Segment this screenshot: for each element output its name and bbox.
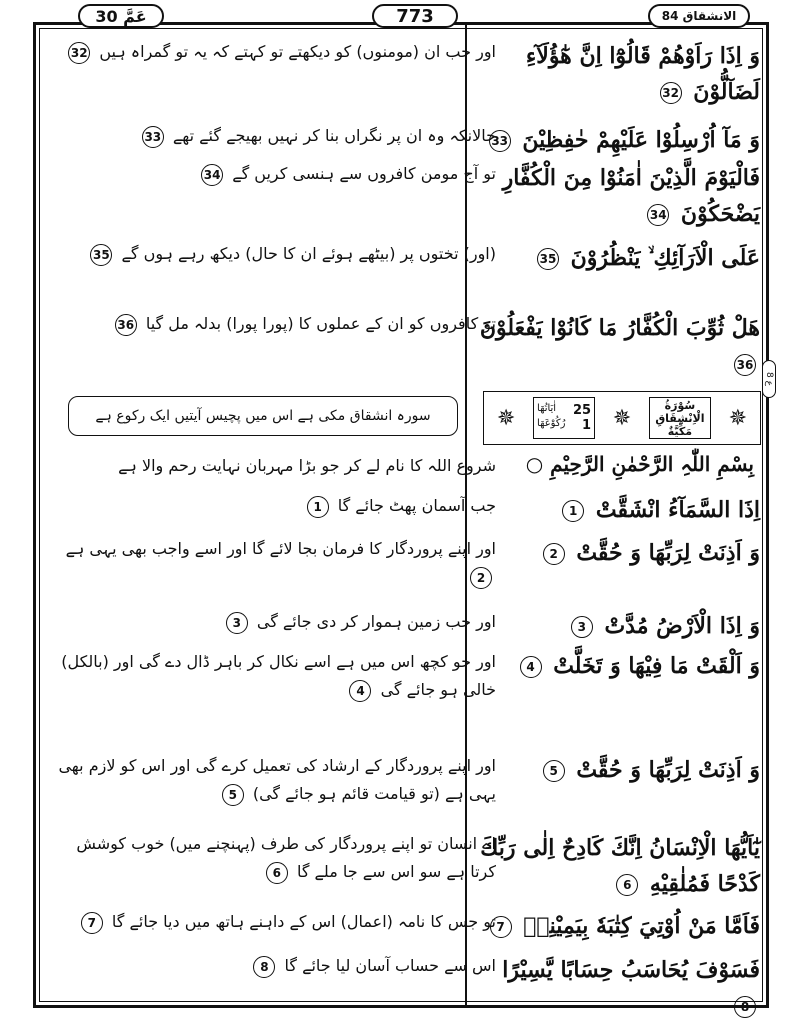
verse-number-icon: 4 [349, 680, 371, 702]
arabic-verse: وَ اَذِنَتْ لِرَبِّهَا وَ حُقَّتْ 2 [474, 535, 766, 571]
surah-label: الانشقاق 84 [648, 4, 750, 28]
verse-number-icon: 7 [490, 916, 512, 938]
verse-number-icon: 8 [734, 996, 756, 1018]
basmala-translation: شروع اللہ کا نام لے کر جو بڑا مہربان نہایت رحم والا ہے [118, 456, 496, 475]
verse-number-icon: 3 [571, 616, 593, 638]
urdu-translation: (اور) تختوں پر (بیٹھے ہوئے ان کا حال) دیکھ رہے ہوں گے 35 [46, 240, 496, 268]
urdu-translation: جب آسمان پھٹ جائے گا 1 [46, 492, 496, 520]
urdu-translation: تو آج مومن کافروں سے ہنسی کریں گے 34 [46, 160, 496, 188]
arabic-verse: هَلْ ثُوِّبَ الْكُفَّارُ مَا كَانُوْا يَفْعَلُوْنَ 36 [474, 310, 766, 382]
arabic-verse: وَ اَلْقَتْ مَا فِيْهَا وَ تَخَلَّتْ 4 [474, 648, 766, 684]
verse-number-icon: 4 [520, 656, 542, 678]
arabic-verse: يٰٓاَيُّهَا الْاِنْسَانُ اِنَّكَ كَادِحٌ اِلٰى رَبِّكَ كَدْحًا فَمُلٰقِيْهِ 6 [480, 835, 760, 897]
urdu-translation: اس سے حساب آسان لیا جائے گا 8 [46, 952, 496, 980]
ornament-star-icon: ✵ [496, 405, 516, 431]
arabic-verse: اِذَا السَّمَآءُ انْشَقَّتْ 1 [474, 492, 766, 528]
urdu-translation: اور جب زمین ہموار کر دی جائے گی 3 [46, 608, 496, 636]
urdu-translation: اور جب ان (مومنوں) کو دیکھتے تو کہتے کہ یہ تو گمراہ ہیں 32 [46, 38, 496, 66]
urdu-translation: اور جو کچھ اس میں ہے اسے نکال کر باہر ڈال دے گی اور (بالکل) خالی ہو جائے گی 4 [46, 648, 496, 704]
verse-number-icon: 6 [266, 862, 288, 884]
verse-number-icon: 6 [616, 874, 638, 896]
verse-number-icon: 5 [222, 784, 244, 806]
arabic-verse: فَاَمَّا مَنْ اُوْتِيَ كِتٰبَهٗ بِيَمِيْنِهٖ 7 [474, 908, 766, 944]
urdu-translation: تو کافروں کو ان کے عملوں کا (پورا پورا) بدلہ مل گیا 36 [46, 310, 496, 338]
urdu-translation: اے انسان تو اپنے پروردگار کی طرف (پہنچنے میں) خوب کوشش کرتا ہے سو اس سے جا ملے گا 6 [46, 830, 496, 886]
surah-info-box: اٰيَاتُهَا 25 رُكُوْعَهَا 1 [533, 397, 595, 439]
urdu-translation: اور اپنے پروردگار کا فرمان بجا لائے گا اور اسے واجب بھی یہی ہے 2 [46, 535, 496, 591]
verse-number-icon: 35 [90, 244, 112, 266]
surah-description: سورہ انشقاق مکی ہے اس میں پچیس آیتیں ایک رکوع ہے [68, 396, 458, 436]
arabic-verse: فَسَوْفَ يُحَاسَبُ حِسَابًا يَّسِيْرًا 8 [474, 952, 766, 1024]
arabic-verse: عَلَى الْاَرَآئِكِ ۙ يَنْظُرُوْنَ 35 [474, 240, 766, 276]
ornament-star-icon: ✵ [728, 405, 748, 431]
arabic-verse: وَ اِذَا رَاَوْهُمْ قَالُوْٓا اِنَّ هٰٓؤُلَآءِ لَضَآلُّوْنَ 32 [525, 43, 760, 105]
ayat-count: 25 [572, 403, 592, 418]
arabic-verse: فَالْيَوْمَ الَّذِيْنَ اٰمَنُوْا مِنَ الْكُفَّارِ يَضْحَكُوْنَ 34 [502, 165, 760, 227]
verse-number-icon: 2 [543, 543, 565, 565]
verse-number-icon: 7 [81, 912, 103, 934]
verse-number-icon: 34 [647, 204, 669, 226]
verse-number-icon: 36 [734, 354, 756, 376]
verse-number-icon: 32 [660, 82, 682, 104]
verse-number-icon: 5 [543, 760, 565, 782]
arabic-verse: وَ اَذِنَتْ لِرَبِّهَا وَ حُقَّتْ 5 [474, 752, 766, 788]
verse-number-icon: 1 [307, 496, 329, 518]
verse-number-icon: 32 [68, 42, 90, 64]
surah-header [483, 391, 761, 445]
urdu-translation: حالانکہ وہ ان پر نگراں بنا کر نہیں بھیجے گئے تھے 33 [46, 122, 496, 150]
verse-number-icon: 1 [562, 500, 584, 522]
verse-number-icon: 36 [115, 314, 137, 336]
verse-number-icon: 8 [253, 956, 275, 978]
arabic-verse: وَ اِذَا الْاَرْضُ مُدَّتْ 3 [474, 608, 766, 644]
verse-number-icon: 35 [537, 248, 559, 270]
verse-number-icon: 33 [142, 126, 164, 148]
verse-number-icon: 34 [201, 164, 223, 186]
page-number: 773 [372, 4, 458, 28]
ruku-marker: ع 8 [762, 360, 776, 398]
ruku-count: 1 [581, 418, 592, 433]
ornament-star-icon: ✵ [612, 405, 632, 431]
juz-label: عَمَّ 30 [78, 4, 164, 28]
surah-name: سُوْرَةُ الْاِنْشِقَاقِ مَكِّيَّةٌ [649, 397, 711, 439]
urdu-translation: اور اپنے پروردگار کے ارشاد کی تعمیل کرے گی اور اس کو لازم بھی یہی ہے (تو قیامت قائم ہو جائے گی) 5 [46, 752, 496, 808]
verse-number-icon: 3 [226, 612, 248, 634]
arabic-verse: وَ مَآ اُرْسِلُوْا عَلَيْهِمْ حٰفِظِيْنَ 33 [474, 122, 766, 158]
verse-number-icon: 33 [489, 130, 511, 152]
verse-number-icon: 2 [470, 567, 492, 589]
urdu-translation: تو جس کا نامہ (اعمال) اس کے داہنے ہاتھ میں دیا جائے گا 7 [46, 908, 496, 936]
basmala: بِسْمِ اللّٰہِ الرَّحْمٰنِ الرَّحِیْمِ ○ [525, 452, 754, 476]
